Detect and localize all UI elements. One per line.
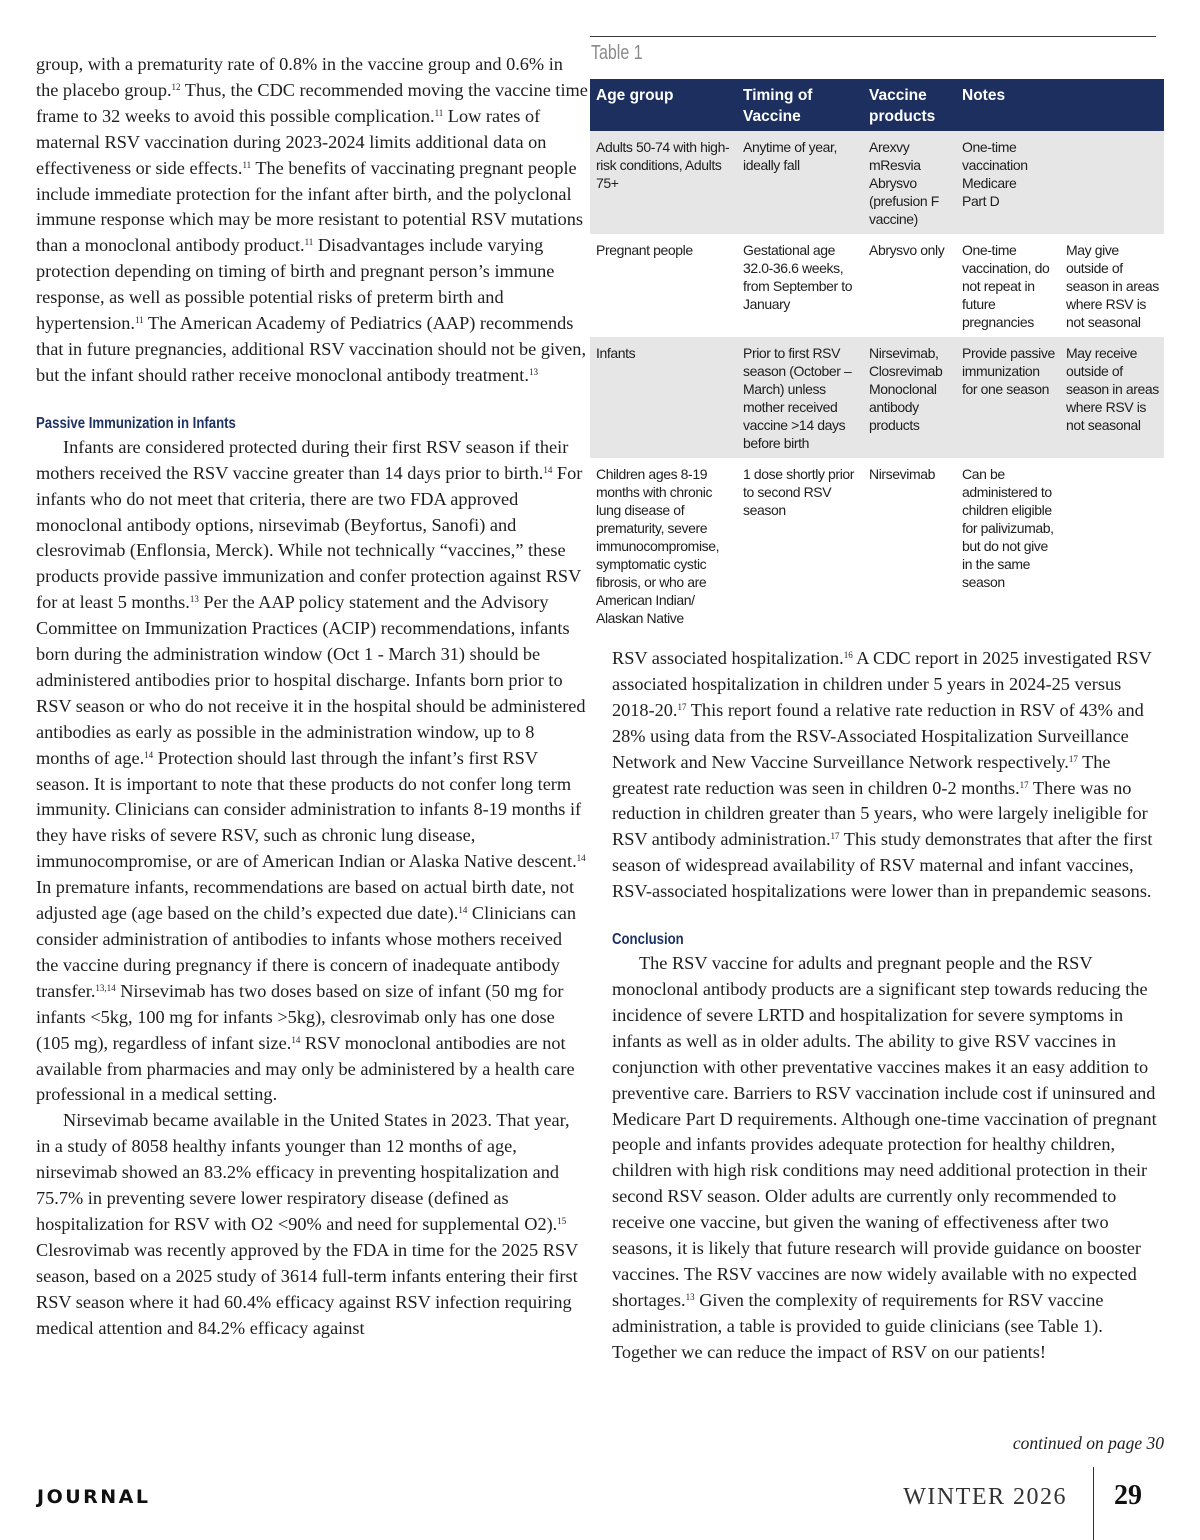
text-run: The greatest rate reduction was seen in children 0-2 months. — [612, 751, 1111, 798]
header-age-group: Age group — [590, 79, 737, 131]
cell-timing: Gestational age 32.0-36.6 weeks, from September to January — [737, 234, 863, 337]
citation-superscript: 11 — [135, 315, 144, 326]
header-vaccine-products: Vaccine products — [863, 79, 956, 131]
section-heading-passive-immunization: Passive Immunization in Infants — [36, 414, 236, 432]
text-run: A CDC report in 2025 investigated RSV associated hospitalization in children under 5 years in 2024-25 versus 2018-20. — [612, 648, 1152, 720]
paragraph-conclusion — [612, 951, 1160, 1366]
text-run: The benefits of vaccinating pregnant people include immediate protection for the infant after birth, and the polyclonal immune response which may be more resistant to potential RSV mutations than a monoclonal antibody product. — [36, 157, 584, 256]
header-notes-extra — [1060, 79, 1164, 131]
cell-products: Nirsevimab — [863, 458, 956, 633]
cell-age-group: Children ages 8-19 months with chronic lung disease of prematurity, severe immunocompromise, symptomatic cystic fibrosis, or who are American Indian/ Alaskan Native — [590, 458, 737, 633]
cell-notes-extra — [1060, 458, 1164, 633]
citation-superscript: 14 — [576, 853, 586, 864]
text-run: In premature infants, recommendations are based on actual birth date, not adjusted age (age based on the child’s expected due date). — [36, 877, 575, 924]
text-run: For infants who do not meet that criteria, there are two FDA approved monoclonal antibody options, nirsevimab (Beyfortus, Sanofi) and clesrovimab (Enflonsia, Merck). While not technically “vaccines,” these products provide passive immunization and confer protection against RSV for at least 5 months. — [36, 462, 583, 613]
text-run: Given the complexity of requirements for RSV vaccine administration, a table is provided to guide clinicians (see Table 1). Together we can reduce the impact of RSV on our patients! — [612, 1289, 1104, 1362]
section-heading-conclusion: Conclusion — [612, 931, 684, 949]
text-run: RSV associated hospitalization. — [612, 648, 844, 668]
citation-superscript: 14 — [458, 905, 468, 916]
cell-age-group: Infants — [590, 337, 737, 458]
citation-superscript: 11 — [242, 159, 252, 170]
cell-notes: Provide passive immunization for one season — [956, 337, 1060, 458]
paragraph-nirsevimab — [36, 1108, 588, 1341]
citation-superscript: 13 — [528, 366, 538, 377]
header-notes: Notes — [956, 79, 1060, 131]
text-run: Clinicians can consider administration of antibodies to infants whose mothers received the vaccine during pregnancy if there is concern of inadequate antibody transfer. — [36, 903, 576, 1001]
continued-note: continued on page 30 — [1012, 1433, 1164, 1453]
text-run: The American Academy of Pediatrics (AAP) recommends that in future pregnancies, additional RSV vaccination should not be given, but the infant should rather receive monoclonal antibody treatment. — [36, 313, 587, 385]
cell-notes-extra: May give outside of season in areas where RSV is not seasonal — [1060, 234, 1164, 337]
citation-superscript: 11 — [434, 107, 444, 118]
left-column — [36, 52, 588, 1342]
table-header-row — [590, 79, 1164, 131]
citation-superscript: 15 — [557, 1215, 567, 1226]
citation-superscript: 17 — [830, 831, 840, 842]
text-run: Nirsevimab became available in the United States in 2023. That year, in a study of 8058 healthy infants younger than 12 months of age, nirsevimab showed an 83.2% efficacy in preventing hospitalization and 75.7% in preventing severe lower respiratory disease (defined as hospitalization for RSV with O2 <90% and need for supplemental O2). — [36, 1110, 570, 1234]
citation-superscript: 12 — [171, 81, 181, 92]
text-run: This report found a relative rate reduction in RSV of 43% and 28% using data from the RSV-Associated Hospitalization Surveillance Network and New Vaccine Surveillance Network respectively. — [612, 699, 1144, 772]
text-run: The RSV vaccine for adults and pregnant people and the RSV monoclonal antibody products are a significant step towards reducing the incidence of severe LRTD and hospitalization for severe symptoms in infants as well as in older adults. The ability to give RSV vaccines in conjunction with other preventative vaccines makes it an easy addition to preventive care. Barriers to RSV vaccination include cost if uninsured and Medicare Part D requirements. Although one-time vaccination of pregnant people and infants provides adequate protection for healthy children, children with high risk conditions may need additional protection in their second RSV season. Older adults are currently only recommended to receive one vaccine, but given the waning of effectiveness after two seasons, it is likely that future research will provide guidance on booster vaccines. The RSV vaccines are now widely available with no expected shortages. — [612, 953, 1157, 1310]
cell-notes-extra: May receive outside of season in areas where RSV is not seasonal — [1060, 337, 1164, 458]
text-run: This study demonstrates that after the first season of widespread availability of RSV maternal and infant vaccines, RSV-associated hospitalizations were lower than in prepandemic seasons. — [612, 829, 1153, 902]
rsv-recommendations-table — [590, 79, 1164, 633]
citation-superscript: 17 — [1019, 779, 1029, 790]
citation-superscript: 17 — [677, 701, 687, 712]
cell-notes-extra — [1060, 131, 1164, 234]
text-run: group, with a prematurity rate of 0.8% in the vaccine group and 0.6% in the placebo group. — [36, 54, 563, 100]
text-run: Infants are considered protected during their first RSV season if their mothers received the RSV vaccine greater than 14 days prior to birth. — [36, 436, 569, 483]
footer-journal-name: JOURNAL — [37, 1486, 151, 1508]
citation-superscript: 13 — [685, 1291, 695, 1302]
page-number: 29 — [1114, 1480, 1142, 1511]
text-run: RSV monoclonal antibodies are not available from pharmacies and may only be administered by a health care professional in a medical setting. — [36, 1032, 575, 1105]
table-row-pregnant-people — [590, 234, 1164, 337]
citation-superscript: 17 — [1068, 753, 1078, 764]
cell-products: Nirsevimab, Closrevimab Monoclonal antibody products — [863, 337, 956, 458]
footer-divider — [1093, 1467, 1094, 1540]
text-run: There was no reduction in children greater than 5 years, who were largely ineligible for RSV antibody administration. — [612, 777, 1148, 850]
citation-superscript: 13 — [189, 594, 199, 605]
citation-superscript: 14 — [144, 749, 154, 760]
paragraph-prematurity — [36, 52, 588, 389]
cell-notes: Can be administered to children eligible for palivizumab, but do not give in the same season — [956, 458, 1060, 633]
table-label: Table 1 — [591, 42, 643, 64]
citation-superscript: 14 — [543, 464, 553, 475]
text-run: Protection should last through the infant’s first RSV season. It is important to note that these products do not confer long term immunity. Clinicians can consider administration to infants 8-19 months if they have risks of severe RSV, such as chronic lung disease, immunocompromise, or are of American Indian or Alaska Native descent. — [36, 747, 582, 872]
cell-notes: One-time vaccination Medicare Part D — [956, 131, 1060, 234]
citation-superscript: 11 — [304, 237, 314, 248]
text-run: Clesrovimab was recently approved by the FDA in time for the 2025 RSV season, based on a 2025 study of 3614 full-term infants entering their first RSV season where it had 60.4% efficacy against RSV infection requiring medical attention and 84.2% efficacy against — [36, 1239, 578, 1338]
cell-timing: Anytime of year, ideally fall — [737, 131, 863, 234]
table-row-infants — [590, 337, 1164, 458]
cell-notes: One-time vaccination, do not repeat in future pregnancies — [956, 234, 1060, 337]
top-rule — [590, 36, 1156, 37]
cell-age-group: Adults 50-74 with high-risk conditions, Adults 75+ — [590, 131, 737, 234]
footer-issue-season: WINTER 2026 — [903, 1484, 1067, 1510]
text-run: Thus, the CDC recommended moving the vaccine time frame to 32 weeks to avoid this possible complication. — [36, 79, 588, 126]
text-run: Low rates of maternal RSV vaccination during 2023-2024 limits additional data on effectiveness or side effects. — [36, 105, 547, 178]
text-run: Nirsevimab has two doses based on size of infant (50 mg for infants <5kg, 100 mg for infants >5kg), clesrovimab only has one dose (105 mg), regardless of infant size. — [36, 980, 564, 1053]
cell-timing: 1 dose shortly prior to second RSV season — [737, 458, 863, 633]
right-column — [612, 646, 1160, 1366]
paragraph-cdc-report — [612, 646, 1160, 905]
citation-superscript: 16 — [843, 650, 853, 660]
text-run: Per the AAP policy statement and the Advisory Committee on Immunization Practices (ACIP) recommendations, infants born during the administration window (Oct 1 - March 31) should be administered antibodies prior to hospital discharge. Infants born prior to RSV season or who do not receive it in the hospital should be administered antibodies as early as possible in the administration window, up to 8 months of age. — [36, 592, 586, 768]
cell-products: Abrysvo only — [863, 234, 956, 337]
citation-superscript: 14 — [291, 1034, 301, 1045]
table-row-adults — [590, 131, 1164, 234]
citation-superscript: 13,14 — [95, 982, 116, 993]
header-timing: Timing of Vaccine — [737, 79, 863, 131]
table-row-children-8-19-months — [590, 458, 1164, 633]
cell-timing: Prior to first RSV season (October – March) unless mother received vaccine >14 days before birth — [737, 337, 863, 458]
cell-products: Arexvy mResvia Abrysvo (prefusion F vaccine) — [863, 131, 956, 234]
paragraph-passive-immunization — [36, 435, 588, 1109]
cell-age-group: Pregnant people — [590, 234, 737, 337]
text-run: Disadvantages include varying protection depending on timing of birth and pregnant person’s immune response, as well as possible potential risks of preterm birth and hypertension. — [36, 235, 555, 334]
